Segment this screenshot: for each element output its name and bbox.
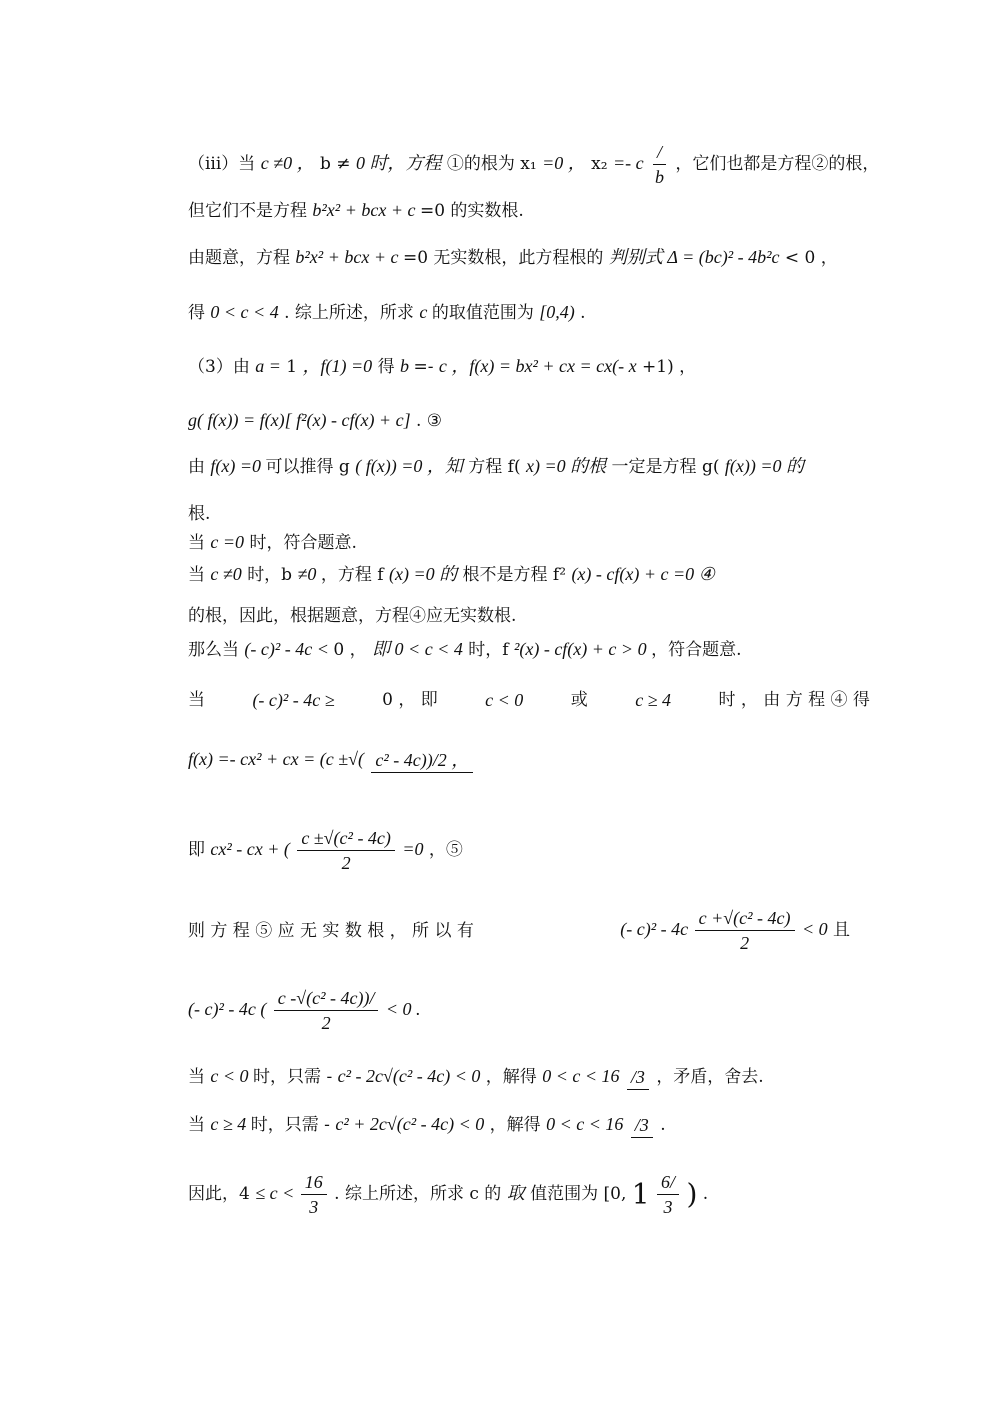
- text-line: [188, 602, 870, 630]
- text-segment: x₂: [591, 154, 608, 174]
- text-segment: 的根，因此，根据题意，方程④应无实数根.: [188, 606, 517, 626]
- text-segment: ，解得: [489, 1115, 547, 1135]
- text-line: [188, 500, 870, 528]
- text-segment: .: [702, 1184, 709, 1204]
- math-segment: f(x) =- cx² + cx = (c ±√(: [188, 749, 365, 769]
- text-segment: ，矛盾，舍去.: [656, 1067, 764, 1087]
- math-segment: ≠0: [297, 564, 321, 584]
- text-segment: 那么当: [188, 640, 245, 660]
- denominator: 3: [309, 1197, 319, 1217]
- text-segment: 当: [188, 1067, 211, 1087]
- text-line: [188, 243, 870, 272]
- text-segment: 因此，4: [188, 1184, 250, 1204]
- text-segment: b ≠: [320, 154, 351, 174]
- math-segment: c² - 2c√(c² - 4c) < 0: [337, 1066, 481, 1086]
- text-segment: 时，b: [247, 565, 293, 585]
- text-segment: 即: [188, 840, 211, 860]
- text-segment: 由题意，方程: [188, 248, 296, 268]
- text-segment: ，方程 f: [320, 565, 384, 585]
- fraction: [371, 748, 473, 773]
- numerator: c ±√(c² - 4c): [297, 826, 395, 851]
- text-segment: .: [660, 1115, 666, 1135]
- text-segment: 或: [570, 690, 588, 710]
- text-segment: =0 无实数根，此方程根的: [402, 248, 604, 268]
- text-segment: =-: [413, 357, 434, 377]
- math-segment: ，f(1) =0: [302, 356, 373, 376]
- fraction: [657, 1170, 679, 1219]
- text-segment: ，⑤: [428, 840, 463, 860]
- text-segment: 根.: [188, 504, 211, 524]
- text-segment: 且: [833, 920, 850, 940]
- math-segment: < 0: [801, 919, 828, 939]
- denominator: b: [654, 167, 664, 187]
- fraction: [274, 986, 379, 1035]
- text-segment: ①的根为 x₁: [446, 154, 537, 174]
- numerator: /3: [627, 1065, 649, 1090]
- math-segment: c < 0: [485, 690, 524, 710]
- math-segment: x) =0 的根: [526, 456, 607, 476]
- text-line: [188, 986, 870, 1035]
- text-line: [188, 635, 870, 664]
- math-segment: g( f(x)) = f(x)[ f²(x) - cf(x) + c]: [188, 410, 411, 430]
- text-line: [188, 406, 870, 435]
- text-segment: 值范围为 [0,: [530, 1184, 627, 1204]
- text-segment: 0 ，: [333, 640, 367, 660]
- text-segment: ，解得: [485, 1067, 543, 1087]
- fraction: [297, 826, 395, 875]
- math-segment: cx² - cx + (: [210, 839, 290, 859]
- numerator: /: [653, 140, 666, 165]
- math-segment: 0 < c < 4: [210, 302, 279, 322]
- math-segment: (x) =0 的: [388, 564, 458, 584]
- text-line: [188, 528, 870, 557]
- text-segment: （3）由: [188, 357, 250, 377]
- text-segment: ，它们也都是方程②的根，: [675, 154, 880, 174]
- denominator: 3: [663, 1197, 673, 1217]
- numerator: c² - 4c))/2 ，: [371, 748, 473, 773]
- math-segment: c² + 2c√(c² - 4c) < 0: [335, 1114, 485, 1134]
- text-segment: 时，f: [468, 640, 509, 660]
- text-segment: 0 ， 即: [382, 690, 438, 710]
- math-segment: =0 ，: [542, 153, 586, 173]
- math-segment: 0 < c < 16: [542, 1066, 620, 1086]
- math-segment: =- c: [612, 153, 644, 173]
- text-segment: 1: [286, 357, 303, 377]
- math-segment: 判别式 Δ = (bc)² - 4b²c: [608, 247, 780, 267]
- math-segment: ( f(x)) =0 ，知: [355, 456, 463, 476]
- text-segment: 时 ， 由 方 程 ④ 得: [718, 690, 870, 710]
- text-line: [188, 826, 870, 875]
- math-segment: f(x) =0: [210, 456, 266, 476]
- math-segment: < 0 .: [385, 999, 421, 1019]
- math-segment: (- c)² - 4c <: [244, 639, 334, 659]
- text-segment: =0 的实数根.: [419, 201, 524, 221]
- math-segment: 取: [506, 1183, 525, 1203]
- denominator: 2: [740, 933, 750, 953]
- math-segment: (x) - cf(x) + c =0 ④: [571, 564, 715, 584]
- text-segment: 得: [188, 303, 211, 323]
- math-segment: =0: [402, 839, 424, 859]
- fraction: [695, 906, 795, 955]
- math-segment: b: [399, 356, 414, 376]
- text-segment: 由: [188, 457, 211, 477]
- numerator: /3: [631, 1113, 653, 1138]
- numerator: c +√(c² - 4c): [695, 906, 795, 931]
- math-segment: 0 < c < 16: [546, 1114, 624, 1134]
- math-segment: f(x)) =0 的: [724, 456, 804, 476]
- denominator: 2: [321, 1013, 331, 1033]
- math-segment: b²x² + bcx + c: [295, 247, 403, 267]
- text-segment: 时，只需 -: [253, 1067, 333, 1087]
- text-segment: 当: [188, 1115, 211, 1135]
- math-segment: 1: [631, 1177, 650, 1211]
- math-segment: c ，f(x) = bx² + cx = cx(- x: [438, 356, 637, 376]
- numerator: 6/: [657, 1170, 679, 1195]
- math-segment: [0,4): [539, 302, 575, 322]
- math-segment: (- c)² - 4c (: [188, 999, 267, 1019]
- math-segment: (- c)² - 4c: [620, 919, 693, 939]
- math-segment: 即 0 < c < 4: [372, 639, 463, 659]
- text-segment: 当: [188, 690, 205, 710]
- text-segment: 当: [188, 533, 211, 553]
- math-segment: c =0: [210, 532, 245, 552]
- text-line: [188, 352, 870, 381]
- math-segment: ≤ c <: [255, 1183, 299, 1203]
- math-segment: c ≠0 ，: [260, 153, 315, 173]
- fraction: [627, 1065, 649, 1090]
- text-segment: . ③: [415, 411, 443, 431]
- text-segment: 可以推得 g: [265, 457, 350, 477]
- text-line: [188, 1170, 870, 1219]
- math-segment: ): [686, 1177, 698, 1211]
- math-segment: 0 时，方程: [355, 153, 442, 173]
- text-segment: 则 方 程 ⑤ 应 无 实 数 根 ， 所 以 有: [188, 920, 474, 941]
- math-segment: c: [419, 302, 432, 322]
- math-segment: (- c)² - 4c ≥: [252, 690, 335, 710]
- text-segment: 的取值范围为: [431, 303, 540, 323]
- text-line: [188, 560, 870, 589]
- numerator: 16: [301, 1170, 327, 1195]
- text-line: [188, 686, 870, 714]
- text-line: [188, 196, 870, 225]
- text-segment: 方程 f(: [468, 457, 521, 477]
- text-segment: 但它们不是方程: [188, 201, 313, 221]
- text-line: [188, 745, 870, 774]
- text-line: [188, 298, 870, 327]
- math-segment: c < 0: [210, 1066, 254, 1086]
- fraction: [651, 140, 668, 189]
- text-segment: 一定是方程 g(: [611, 457, 720, 477]
- text-segment: 当: [188, 565, 211, 585]
- text-segment: ，符合题意.: [651, 640, 742, 660]
- text-segment: 时，符合题意.: [249, 533, 357, 553]
- math-segment: a =: [255, 356, 281, 376]
- text-segment: （iii）当: [188, 154, 261, 174]
- math-segment: c ≥ 4: [210, 1114, 251, 1134]
- text-line: [188, 452, 870, 481]
- numerator: c -√(c² - 4c))/: [274, 986, 379, 1011]
- text-segment: .: [580, 303, 586, 323]
- math-segment: ²(x) - cf(x) + c > 0: [513, 639, 652, 659]
- text-segment: +1) ，: [642, 357, 697, 377]
- text-line: [188, 1110, 870, 1139]
- text-segment: 时，只需 -: [250, 1115, 330, 1135]
- math-segment: b²x² + bcx + c: [312, 200, 420, 220]
- text-segment: 根不是方程 f²: [462, 565, 567, 585]
- math-segment: c ≥ 4: [635, 690, 672, 710]
- text-segment: . 综上所述，所求 c 的: [334, 1184, 502, 1204]
- denominator: 2: [341, 853, 351, 873]
- text-line: [188, 140, 880, 189]
- fraction: [301, 1170, 327, 1219]
- text-segment: . 综上所述，所求: [284, 303, 414, 323]
- text-segment: 得: [377, 357, 395, 377]
- math-segment: c ≠0: [210, 564, 242, 584]
- text-line: [188, 1062, 870, 1091]
- fraction: [631, 1113, 653, 1138]
- text-segment: < 0 ，: [784, 248, 838, 268]
- text-line: [188, 906, 850, 955]
